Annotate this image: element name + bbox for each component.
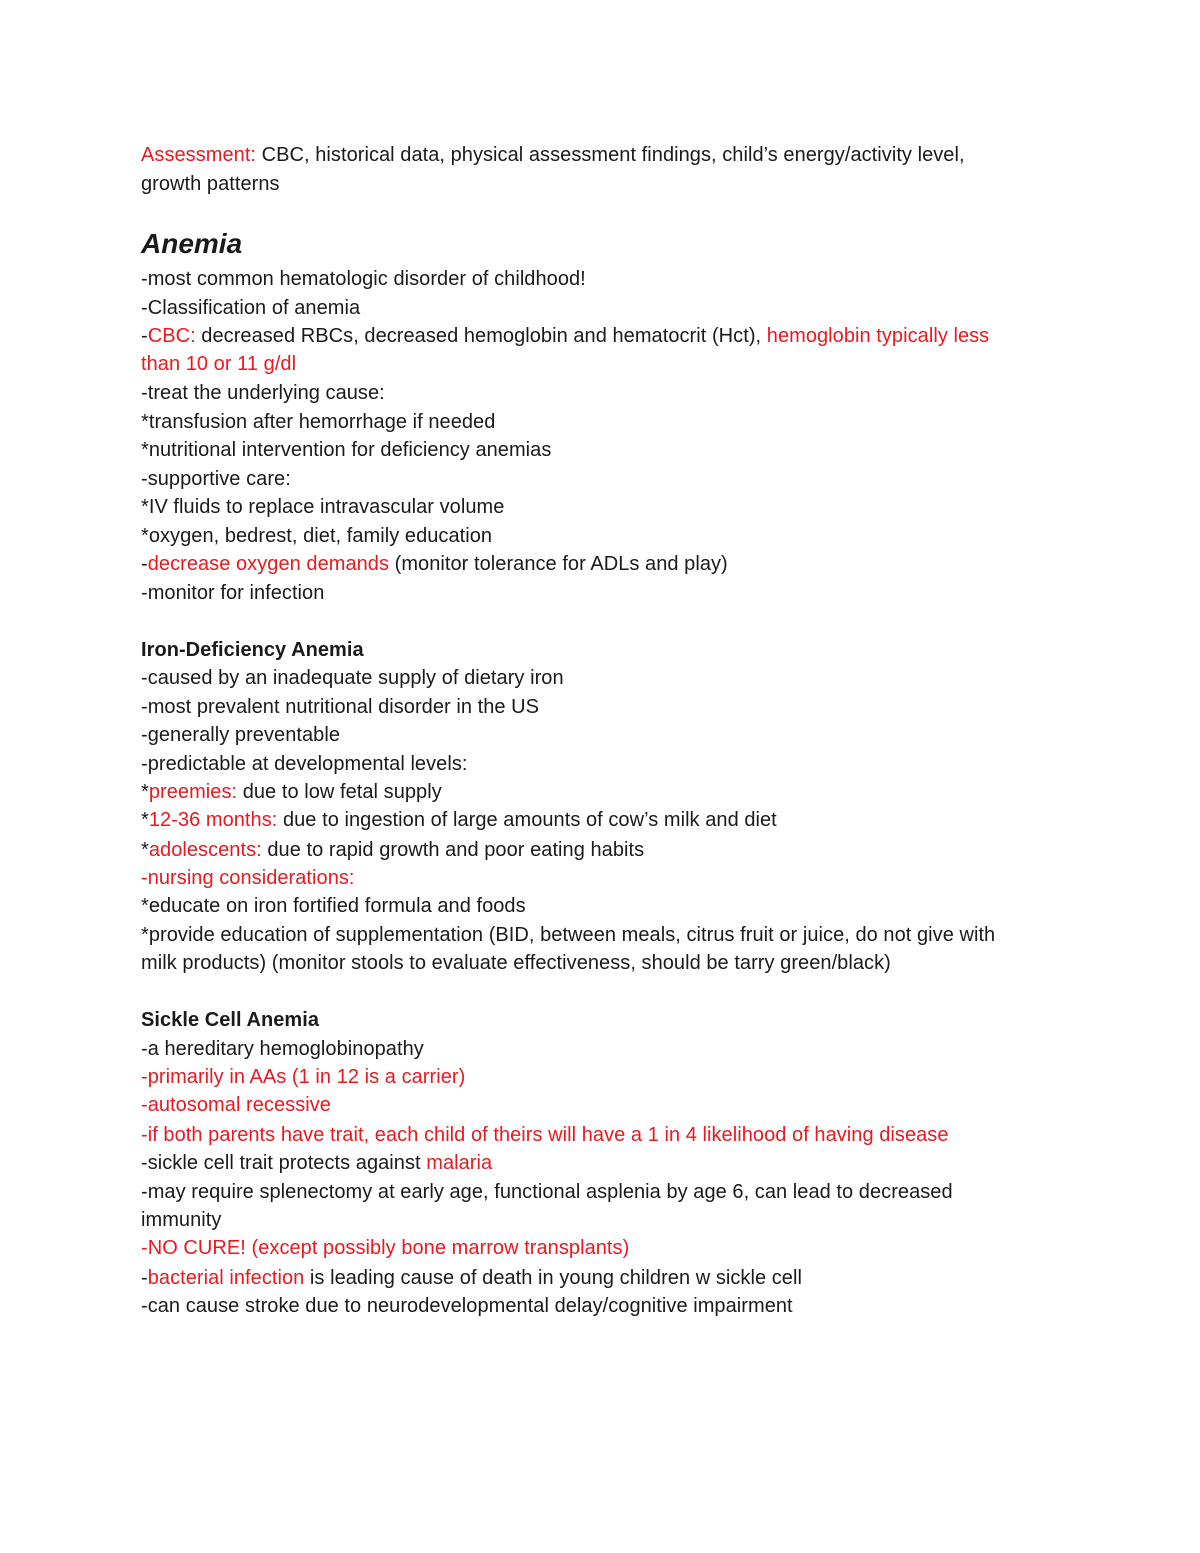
star: * — [141, 809, 149, 831]
preemies-label: preemies: — [148, 781, 238, 803]
iron-line: -predictable at developmental levels: — [141, 753, 468, 775]
oxygen-text: (monitor tolerance for ADLs and play) — [389, 553, 728, 575]
cbc-label: CBC: — [147, 325, 196, 347]
infection-text: is leading cause of death in young children w sickle cell — [304, 1267, 802, 1289]
malaria-text: -sickle cell trait protects against — [141, 1152, 427, 1174]
cbc-text: decreased RBCs, decreased hemoglobin and hematocrit (Hct), — [195, 325, 767, 347]
anemia-line: -supportive care: — [141, 468, 291, 490]
assessment-text: CBC, historical data, physical assessment findings, child’s energy/activity level, — [256, 144, 965, 166]
oxygen-highlight: decrease oxygen demands — [147, 553, 390, 575]
iron-line: *provide education of supplementation (BID, between meals, citrus fruit or juice, do not give with — [141, 924, 996, 946]
cbc-highlight-continuation: than 10 or 11 g/dl — [141, 353, 297, 375]
anemia-heading: Anemia — [141, 228, 243, 259]
iron-line: *educate on iron fortified formula and foods — [141, 895, 526, 917]
assessment-continuation: growth patterns — [141, 173, 280, 195]
months-text: due to ingestion of large amounts of cow’s milk and diet — [277, 809, 777, 831]
dash: - — [141, 553, 148, 575]
anemia-line: -treat the underlying cause: — [141, 382, 385, 404]
iron-line: -caused by an inadequate supply of dietary iron — [141, 667, 564, 689]
sickle-line: -autosomal recessive — [141, 1094, 331, 1116]
anemia-line: -Classification of anemia — [141, 297, 361, 319]
sickle-line: -can cause stroke due to neurodevelopmental delay/cognitive impairment — [141, 1295, 793, 1317]
anemia-line: -most common hematologic disorder of childhood! — [141, 268, 586, 290]
anemia-line: *IV fluids to replace intravascular volume — [141, 496, 505, 518]
dash: - — [141, 1237, 148, 1259]
sickle-line: -may require splenectomy at early age, functional asplenia by age 6, can lead to decreased — [141, 1181, 953, 1203]
anemia-cbc-line — [141, 322, 989, 350]
sickle-line: -if both parents have trait, each child of theirs will have a 1 in 4 likelihood of having disease — [141, 1124, 949, 1146]
dash: - — [141, 325, 148, 347]
sickle-heading: Sickle Cell Anemia — [141, 1009, 320, 1031]
nursing-considerations: -nursing considerations: — [141, 867, 355, 889]
infection-highlight: bacterial infection — [147, 1267, 305, 1289]
months-label: 12-36 months: — [148, 809, 278, 831]
assessment-line — [141, 141, 965, 169]
iron-line: -generally preventable — [141, 724, 341, 746]
adolescents-label: adolescents: — [148, 839, 262, 861]
iron-heading: Iron-Deficiency Anemia — [141, 639, 364, 661]
iron-line: milk products) (monitor stools to evaluate effectiveness, should be tarry green/black) — [141, 952, 891, 974]
sickle-cure-line — [141, 1234, 629, 1262]
assessment-label: Assessment: — [141, 144, 257, 166]
cbc-highlight: hemoglobin typically less — [766, 325, 990, 347]
iron-adolescents-line — [141, 836, 644, 864]
sickle-infection-line — [141, 1264, 802, 1292]
sickle-line: -primarily in AAs (1 in 12 is a carrier) — [141, 1066, 466, 1088]
anemia-line: -monitor for infection — [141, 582, 325, 604]
sickle-line: immunity — [141, 1209, 222, 1231]
star: * — [141, 839, 149, 861]
iron-line: -most prevalent nutritional disorder in the US — [141, 696, 540, 718]
anemia-oxygen-line — [141, 550, 728, 578]
sickle-line: -a hereditary hemoglobinopathy — [141, 1038, 424, 1060]
anemia-line: *oxygen, bedrest, diet, family education — [141, 525, 493, 547]
iron-months-line — [141, 806, 777, 834]
cure-highlight: NO CURE! (except possibly bone marrow transplants) — [147, 1237, 630, 1259]
malaria-highlight: malaria — [426, 1152, 493, 1174]
anemia-line: *nutritional intervention for deficiency anemias — [141, 439, 552, 461]
adolescents-text: due to rapid growth and poor eating habits — [261, 839, 645, 861]
anemia-line: *transfusion after hemorrhage if needed — [141, 411, 496, 433]
iron-preemies-line — [141, 778, 442, 806]
sickle-malaria-line — [141, 1149, 492, 1177]
star: * — [141, 781, 149, 803]
dash: - — [141, 1267, 148, 1289]
preemies-text: due to low fetal supply — [237, 781, 442, 803]
